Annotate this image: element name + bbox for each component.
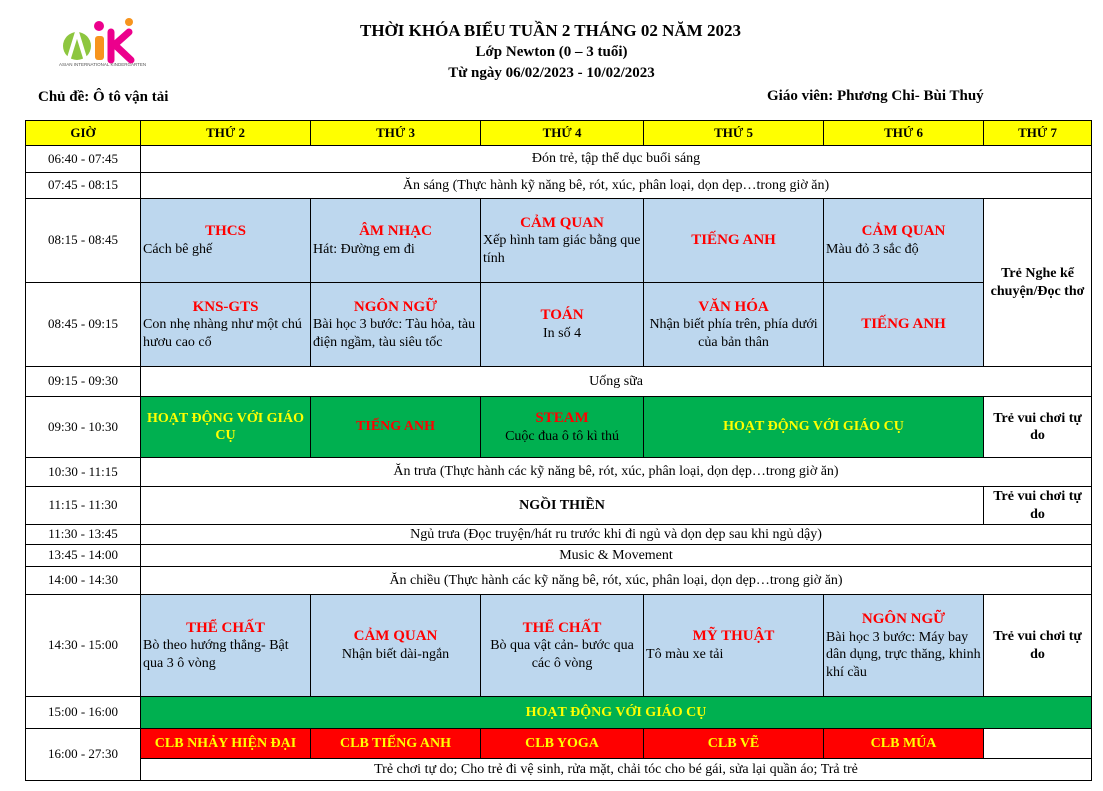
lesson-desc: Cách bê ghế bbox=[143, 242, 213, 258]
table-row bbox=[26, 567, 1092, 595]
empty-cell bbox=[984, 729, 1092, 759]
lesson-cell bbox=[644, 283, 824, 367]
time-cell: 14:00 - 14:30 bbox=[26, 567, 141, 595]
col-header-fri: THỨ 6 bbox=[824, 121, 984, 146]
lesson-desc: Bò qua vật cản- bước qua các ô vòng bbox=[490, 638, 634, 671]
subject-label: ÂM NHẠC bbox=[359, 223, 432, 240]
subject-label: TIẾNG ANH bbox=[861, 316, 946, 333]
activity-cell: HOẠT ĐỘNG VỚI GIÁO CỤ bbox=[141, 697, 1092, 729]
saturday-activity: Trẻ vui chơi tự do bbox=[984, 487, 1092, 525]
lesson-cell bbox=[141, 283, 311, 367]
table-row bbox=[26, 729, 1092, 759]
time-cell: 11:30 - 13:45 bbox=[26, 525, 141, 545]
club-cell: CLB NHẢY HIỆN ĐẠI bbox=[141, 729, 311, 759]
club-cell: CLB YOGA bbox=[481, 729, 644, 759]
activity-cell: Music & Movement bbox=[141, 545, 1092, 567]
club-cell: CLB TIẾNG ANH bbox=[311, 729, 481, 759]
lesson-desc: Bò theo hướng thẳng- Bật qua 3 ô vòng bbox=[143, 638, 289, 671]
lesson-desc: Hát: Đường em đi bbox=[313, 242, 415, 258]
saturday-activity: Trẻ vui chơi tự do bbox=[984, 397, 1092, 458]
time-cell: 10:30 - 11:15 bbox=[26, 458, 141, 487]
saturday-activity: Trẻ vui chơi tự do bbox=[984, 595, 1092, 697]
lesson-cell bbox=[824, 199, 984, 283]
schedule-table bbox=[25, 120, 1092, 781]
table-row bbox=[26, 173, 1092, 199]
schedule-title: THỜI KHÓA BIỂU TUẦN 2 THÁNG 02 NĂM 2023 bbox=[360, 21, 741, 40]
activity-cell: Ngủ trưa (Đọc truyện/hát ru trước khi đi ngủ và dọn dẹp sau khi ngủ dậy) bbox=[141, 525, 1092, 545]
subject-label: TIẾNG ANH bbox=[691, 232, 776, 249]
logo-caption: ASIAN INTERNATIONAL KINDERGARTEN bbox=[59, 62, 147, 67]
activity-cell: Ăn trưa (Thực hành các kỹ năng bê, rót, xúc, phân loại, dọn dẹp…trong giờ ăn) bbox=[141, 458, 1092, 487]
activity-cell: Trẻ chơi tự do; Cho trẻ đi vệ sinh, rửa mặt, chải tóc cho bé gái, sửa lại quần áo; Trả trẻ bbox=[141, 759, 1092, 781]
time-cell: 11:15 - 11:30 bbox=[26, 487, 141, 525]
time-cell: 09:30 - 10:30 bbox=[26, 397, 141, 458]
table-row bbox=[26, 146, 1092, 173]
table-row bbox=[26, 697, 1092, 729]
lesson-cell bbox=[644, 199, 824, 283]
lesson-cell bbox=[644, 595, 824, 697]
subject-label: KNS-GTS bbox=[192, 298, 259, 315]
date-range: Từ ngày 06/02/2023 - 10/02/2023 bbox=[448, 65, 655, 81]
col-header-sat: THỨ 7 bbox=[984, 121, 1092, 146]
subject-label: CẢM QUAN bbox=[861, 223, 946, 240]
topic-label: Chủ đề: Ô tô vận tải bbox=[38, 89, 169, 105]
subject-label: CẢM QUAN bbox=[520, 214, 604, 231]
lesson-cell: HOẠT ĐỘNG VỚI GIÁO CỤ bbox=[644, 397, 984, 458]
subject-label: TOÁN bbox=[540, 307, 584, 324]
lesson-cell: TIẾNG ANH bbox=[311, 397, 481, 458]
time-cell: 09:15 - 09:30 bbox=[26, 367, 141, 397]
lesson-desc: Tô màu xe tải bbox=[646, 647, 724, 663]
time-cell: 16:00 - 27:30 bbox=[26, 729, 141, 781]
activity-cell: Ăn chiều (Thực hành các kỹ năng bê, rót, xúc, phân loại, dọn dẹp…trong giờ ăn) bbox=[141, 567, 1092, 595]
table-row bbox=[26, 367, 1092, 397]
subject-label: THCS bbox=[205, 223, 246, 240]
table-row bbox=[26, 199, 1092, 283]
table-row bbox=[26, 283, 1092, 367]
subject-label: THỂ CHẤT bbox=[186, 619, 265, 636]
activity-cell: Đón trẻ, tập thể dục buổi sáng bbox=[141, 146, 1092, 173]
col-header-wed: THỨ 4 bbox=[481, 121, 644, 146]
time-cell: 14:30 - 15:00 bbox=[26, 595, 141, 697]
time-cell: 06:40 - 07:45 bbox=[26, 146, 141, 173]
lesson-cell bbox=[824, 595, 984, 697]
lesson-cell: HOẠT ĐỘNG VỚI GIÁO CỤ bbox=[141, 397, 311, 458]
time-cell: 13:45 - 14:00 bbox=[26, 545, 141, 567]
lesson-cell bbox=[141, 595, 311, 697]
lesson-desc: Bài học 3 bước: Tàu hỏa, tàu điện ngầm, tàu siêu tốc bbox=[313, 317, 476, 350]
subject-label: NGÔN NGỮ bbox=[861, 610, 946, 627]
table-row bbox=[26, 397, 1092, 458]
lesson-desc: Cuộc đua ô tô kì thú bbox=[505, 428, 619, 444]
col-header-tue: THỨ 3 bbox=[311, 121, 481, 146]
lesson-cell bbox=[481, 199, 644, 283]
subject-label: STEAM bbox=[535, 409, 589, 426]
lesson-cell bbox=[481, 595, 644, 697]
saturday-activity: Trẻ Nghe kể chuyện/Đọc thơ bbox=[984, 199, 1092, 367]
teacher-label: Giáo viên: Phương Chi- Bùi Thuý bbox=[767, 88, 984, 104]
lesson-desc: Con nhẹ nhàng như một chú hươu cao cổ bbox=[143, 317, 302, 350]
lesson-cell bbox=[824, 283, 984, 367]
activity-cell: Ăn sáng (Thực hành kỹ năng bê, rót, xúc, phân loại, dọn dẹp…trong giờ ăn) bbox=[141, 173, 1092, 199]
lesson-desc: Bài học 3 bước: Máy bay dân dụng, trực thăng, khinh khí cầu bbox=[826, 629, 981, 680]
lesson-cell bbox=[141, 199, 311, 283]
table-row bbox=[26, 487, 1092, 525]
club-cell: CLB MÚA bbox=[824, 729, 984, 759]
table-row bbox=[26, 759, 1092, 781]
table-row bbox=[26, 525, 1092, 545]
subject-label: MỸ THUẬT bbox=[692, 628, 775, 645]
activity-cell: Uống sữa bbox=[141, 367, 1092, 397]
table-row bbox=[26, 595, 1092, 697]
subject-label: NGÔN NGỮ bbox=[353, 298, 438, 315]
time-cell: 07:45 - 08:15 bbox=[26, 173, 141, 199]
lesson-desc: Nhận biết phía trên, phía dưới của bản thân bbox=[649, 317, 818, 350]
class-name: Lớp Newton (0 – 3 tuổi) bbox=[475, 44, 628, 60]
lesson-desc: Nhận biết dài-ngắn bbox=[341, 647, 450, 663]
lesson-cell bbox=[311, 199, 481, 283]
lesson-desc: In số 4 bbox=[542, 326, 582, 342]
lesson-cell bbox=[481, 397, 644, 458]
lesson-cell bbox=[311, 283, 481, 367]
time-cell: 15:00 - 16:00 bbox=[26, 697, 141, 729]
subject-label: VĂN HÓA bbox=[698, 298, 769, 315]
lesson-cell bbox=[481, 283, 644, 367]
activity-cell: NGỒI THIỀN bbox=[141, 487, 984, 525]
table-row bbox=[26, 545, 1092, 567]
lesson-desc: Xếp hình tam giác bằng que tính bbox=[483, 233, 641, 266]
time-cell: 08:15 - 08:45 bbox=[26, 199, 141, 283]
subject-label: THỂ CHẤT bbox=[522, 619, 602, 636]
lesson-desc: Màu đỏ 3 sắc độ bbox=[826, 242, 919, 258]
col-header-mon: THỨ 2 bbox=[141, 121, 311, 146]
subject-label: CẢM QUAN bbox=[353, 628, 438, 645]
header-row bbox=[26, 121, 1092, 146]
col-header-time: GIỜ bbox=[26, 121, 141, 146]
table-row bbox=[26, 458, 1092, 487]
club-cell: CLB VẼ bbox=[644, 729, 824, 759]
lesson-cell bbox=[311, 595, 481, 697]
time-cell: 08:45 - 09:15 bbox=[26, 283, 141, 367]
col-header-thu: THỨ 5 bbox=[644, 121, 824, 146]
